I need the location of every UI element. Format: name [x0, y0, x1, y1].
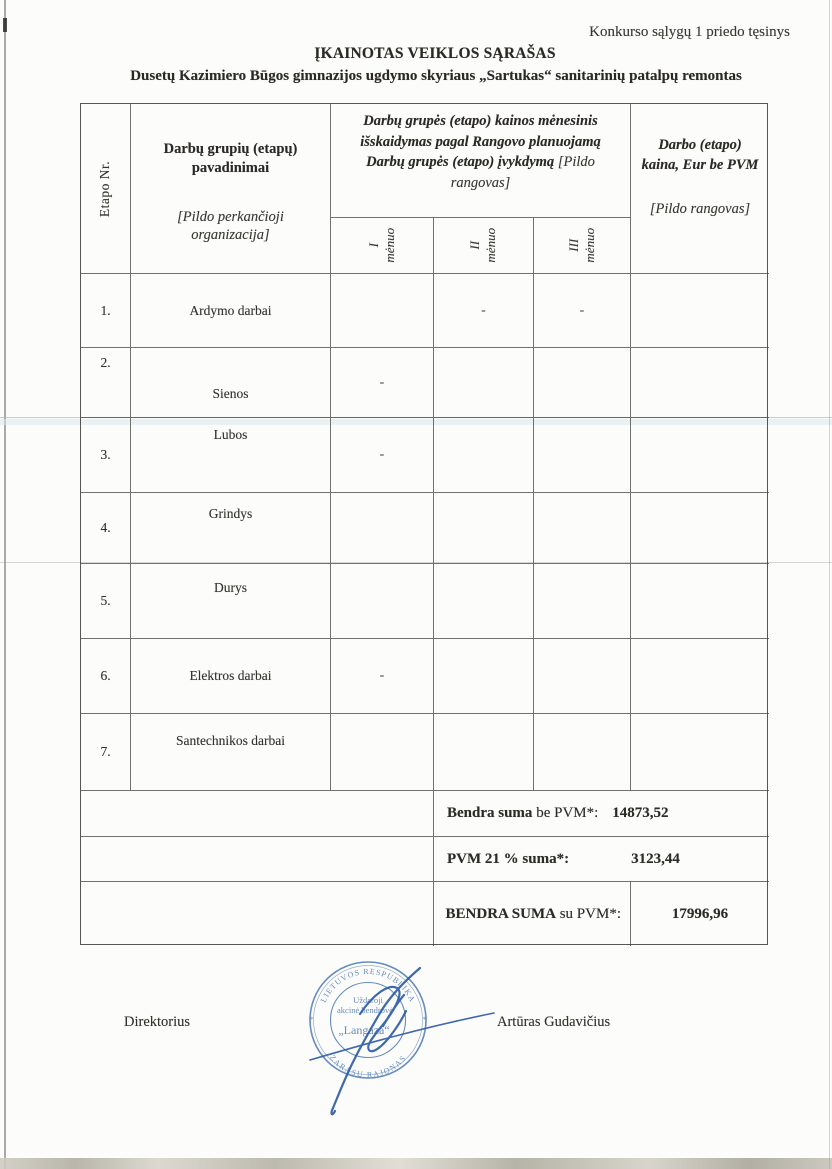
work-name: Elektros darbai: [131, 639, 331, 714]
work-name: Santechnikos darbai: [131, 714, 331, 791]
stamp-arc-top-text: LIETUVOS RESPUBLIKA: [318, 966, 418, 1004]
header-month-2: [434, 218, 534, 274]
summary-total-inc-vat-label-rest: su PVM*:: [559, 905, 621, 922]
summary-total-ex-vat-label: Bendra suma: [447, 805, 533, 821]
header-kaina-label: Darbo (etapo) kaina, Eur be PVM: [641, 137, 759, 173]
priced-activity-table: [80, 103, 768, 945]
summary-vat-value: 3123,44: [631, 850, 680, 867]
month-1-value: -: [331, 639, 434, 714]
month-1-value: [331, 274, 434, 348]
price-value: [631, 493, 769, 564]
header-etapo-nr: [81, 104, 131, 274]
summary-total-ex-vat-label-rest: be PVM*:: [536, 805, 599, 821]
row-number: 4.: [81, 493, 131, 564]
summary-total-ex-vat: [434, 791, 769, 837]
summary-total-inc-vat-label: BENDRA SUMA: [445, 905, 556, 922]
month-3-value: [534, 714, 631, 791]
summary-vat: [434, 837, 769, 882]
month-3-value: [534, 493, 631, 564]
month-2-value: [434, 348, 534, 418]
summary-empty-cell: [81, 837, 434, 882]
month-3-value: [534, 418, 631, 493]
month-1-value: [331, 564, 434, 639]
row-number: 6.: [81, 639, 131, 714]
price-value: [631, 418, 769, 493]
summary-empty-cell: [81, 791, 434, 837]
price-value: [631, 564, 769, 639]
month-2-numeral: II: [467, 241, 483, 250]
stamp-inner-line1: Uždaroji: [353, 995, 383, 1005]
month-2-value: [434, 714, 534, 791]
month-1-word: mėnuo: [381, 228, 397, 263]
stamp-and-signature: [288, 956, 513, 1124]
month-3-value: [534, 348, 631, 418]
summary-vat-label: PVM 21 % suma*:: [447, 850, 570, 867]
month-2-value: [434, 418, 534, 493]
scan-bottom-band-artifact: [0, 1158, 832, 1169]
month-3-value: [534, 564, 631, 639]
header-month-3: [534, 218, 631, 274]
header-pavadinimai-note: [Pildo perkančioji organizacija]: [177, 208, 284, 244]
month-1-value: [331, 493, 434, 564]
month-2-word: mėnuo: [483, 228, 499, 263]
scan-edge-artifact: [829, 0, 830, 1169]
work-name: Lubos: [131, 418, 331, 493]
row-number: 3.: [81, 418, 131, 493]
header-pavadinimai-label: Darbų grupių (etapų) pavadinimai: [163, 140, 298, 176]
month-1-numeral: I: [365, 243, 381, 248]
work-name: Grindys: [131, 493, 331, 564]
continuation-note: Konkurso sąlygų 1 priedo tęsinys: [589, 24, 790, 40]
scan-edge-artifact: [4, 0, 6, 1169]
company-stamp: [309, 962, 428, 1079]
month-3-value: [534, 639, 631, 714]
month-2-value: [434, 564, 534, 639]
header-month-group-note: [Pildo rangovas]: [450, 154, 595, 191]
row-number: 7.: [81, 714, 131, 791]
header-month-group: [331, 104, 631, 218]
price-value: [631, 348, 769, 418]
month-1-value: -: [331, 418, 434, 493]
row-number: 5.: [81, 564, 131, 639]
stamp-arc-bottom-text: ZARASŲ RAJONAS: [327, 1053, 409, 1080]
month-2-value: [434, 639, 534, 714]
stamp-inner-line3: „Langaza“: [338, 1023, 390, 1037]
header-kaina-note: [Pildo rangovas]: [649, 201, 751, 218]
month-1-value: [331, 714, 434, 791]
document-subtitle: Dusetų Kazimiero Būgos gimnazijos ugdymo skyriaus „Sartukas“ sanitarinių patalpų remontas: [130, 68, 742, 84]
document-title: ĮKAINOTAS VEIKLOS SĄRAŠAS: [314, 45, 556, 62]
price-value: [631, 274, 769, 348]
header-kaina: [631, 104, 769, 274]
header-month-group-label: Darbų grupės (etapo) kainos mėnesinis išskaidymas pagal Rangovo planuojamą Darbų grupės (etapo) įvykdymą: [360, 113, 601, 171]
header-pavadinimai: [131, 104, 331, 274]
month-2-value: -: [434, 274, 534, 348]
month-1-value: -: [331, 348, 434, 418]
summary-total-inc-vat-value: 17996,96: [671, 905, 729, 922]
header-month-1: [331, 218, 434, 274]
price-value: [631, 639, 769, 714]
signer-name: Artūras Gudavičius: [497, 1014, 611, 1030]
work-name: Ardymo darbai: [131, 274, 331, 348]
month-2-value: [434, 493, 534, 564]
month-3-value: -: [534, 274, 631, 348]
price-value: [631, 714, 769, 791]
row-number: 2.: [81, 348, 131, 418]
month-3-word: mėnuo: [581, 228, 597, 263]
signer-role: Direktorius: [124, 1014, 191, 1030]
month-3-numeral: III: [565, 239, 581, 253]
summary-total-inc-vat-labelcell: [434, 882, 631, 946]
summary-empty-cell: [81, 882, 434, 946]
summary-total-ex-vat-value: 14873,52: [612, 805, 669, 821]
stamp-star-right: *: [422, 1015, 428, 1025]
header-etapo-nr-label: Etapo Nr.: [97, 160, 113, 217]
work-name: Sienos: [131, 348, 331, 418]
stamp-star-left: *: [308, 1015, 314, 1025]
stamp-inner-line2: akcinė bendrovė: [337, 1005, 393, 1015]
row-number: 1.: [81, 274, 131, 348]
work-name: Durys: [131, 564, 331, 639]
